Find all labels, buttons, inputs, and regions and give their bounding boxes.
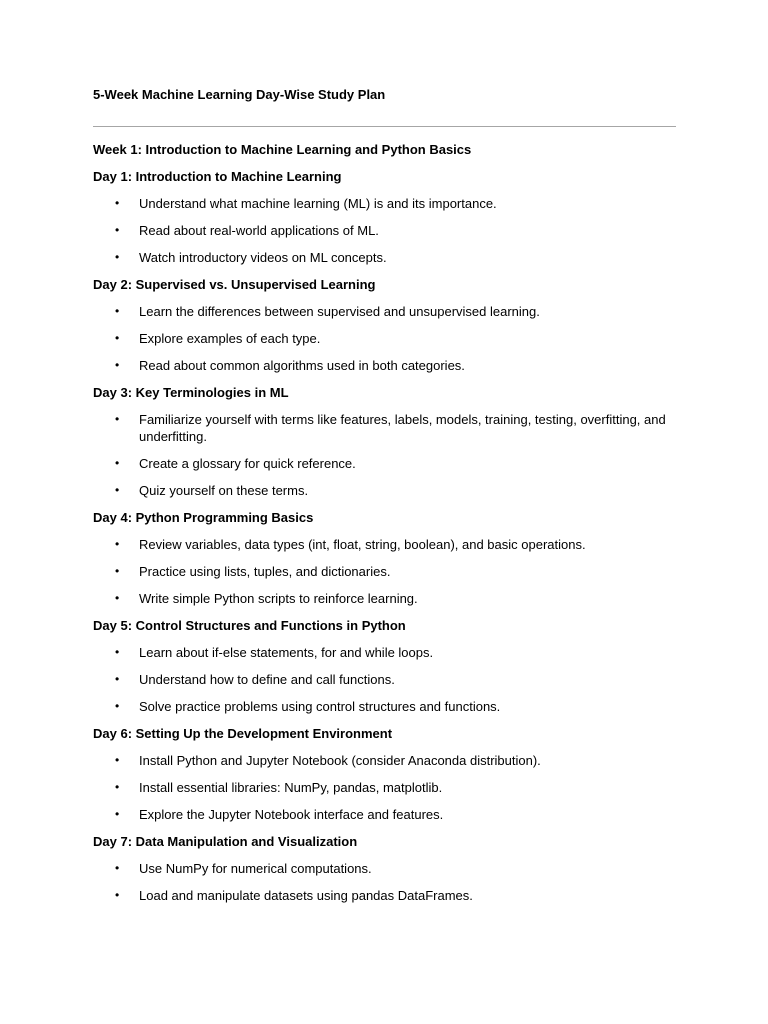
list-item: [93, 249, 676, 266]
list-item-text: Explore the Jupyter Notebook interface and features.: [139, 807, 444, 822]
list-item-text: Write simple Python scripts to reinforce learning.: [139, 591, 418, 606]
day-heading: Day 7: Data Manipulation and Visualization: [93, 834, 358, 849]
list-item: [93, 671, 676, 688]
list-item-text: Install Python and Jupyter Notebook (consider Anaconda distribution).: [139, 753, 541, 768]
list-item: [93, 303, 676, 320]
bullet-icon: •: [115, 196, 120, 210]
list-item-text: Read about common algorithms used in both categories.: [139, 358, 465, 373]
document-title: 5-Week Machine Learning Day-Wise Study Plan: [93, 87, 386, 102]
list-item-text: Familiarize yourself with terms like features, labels, models, training, testing, overfitting, and underfitting.: [139, 412, 666, 444]
list-item: [93, 357, 676, 374]
day-section: [93, 168, 676, 266]
bullet-icon: •: [115, 537, 120, 551]
list-item: [93, 411, 676, 445]
task-list: [93, 536, 676, 607]
list-item-text: Understand how to define and call functions.: [139, 672, 395, 687]
bullet-icon: •: [115, 645, 120, 659]
bullet-icon: •: [115, 861, 120, 875]
list-item: [93, 563, 676, 580]
bullet-icon: •: [115, 807, 120, 821]
list-item-text: Use NumPy for numerical computations.: [139, 861, 372, 876]
list-item-text: Install essential libraries: NumPy, pandas, matplotlib.: [139, 780, 443, 795]
list-item-text: Read about real-world applications of ML.: [139, 223, 379, 238]
bullet-icon: •: [115, 753, 120, 767]
day-section: [93, 725, 676, 823]
list-item: [93, 455, 676, 472]
list-item-text: Review variables, data types (int, float, string, boolean), and basic operations.: [139, 537, 586, 552]
list-item: [93, 644, 676, 661]
document-page: [93, 86, 676, 914]
list-item: [93, 590, 676, 607]
task-list: [93, 644, 676, 715]
list-item: [93, 860, 676, 877]
list-item-text: Create a glossary for quick reference.: [139, 456, 356, 471]
bullet-icon: •: [115, 250, 120, 264]
list-item: [93, 698, 676, 715]
list-item: [93, 752, 676, 769]
day-heading: Day 4: Python Programming Basics: [93, 510, 314, 525]
day-heading: Day 6: Setting Up the Development Environment: [93, 726, 393, 741]
bullet-icon: •: [115, 456, 120, 470]
list-item-text: Learn about if-else statements, for and while loops.: [139, 645, 434, 660]
day-section: [93, 833, 676, 904]
list-item: [93, 779, 676, 796]
day-heading: Day 3: Key Terminologies in ML: [93, 385, 289, 400]
bullet-icon: •: [115, 780, 120, 794]
task-list: [93, 303, 676, 374]
day-section: [93, 509, 676, 607]
horizontal-rule: [93, 126, 676, 127]
bullet-icon: •: [115, 591, 120, 605]
bullet-icon: •: [115, 412, 120, 426]
list-item: [93, 222, 676, 239]
list-item-text: Understand what machine learning (ML) is and its importance.: [139, 196, 497, 211]
day-section: [93, 384, 676, 499]
day-heading: Day 2: Supervised vs. Unsupervised Learning: [93, 277, 376, 292]
bullet-icon: •: [115, 888, 120, 902]
bullet-icon: •: [115, 483, 120, 497]
bullet-icon: •: [115, 699, 120, 713]
bullet-icon: •: [115, 358, 120, 372]
task-list: [93, 860, 676, 904]
days-list: [93, 168, 676, 904]
list-item: [93, 482, 676, 499]
task-list: [93, 752, 676, 823]
list-item: [93, 887, 676, 904]
list-item-text: Learn the differences between supervised and unsupervised learning.: [139, 304, 540, 319]
bullet-icon: •: [115, 223, 120, 237]
list-item-text: Explore examples of each type.: [139, 331, 321, 346]
day-heading: Day 5: Control Structures and Functions in Python: [93, 618, 406, 633]
day-section: [93, 617, 676, 715]
day-section: [93, 276, 676, 374]
list-item-text: Quiz yourself on these terms.: [139, 483, 309, 498]
list-item-text: Load and manipulate datasets using pandas DataFrames.: [139, 888, 473, 903]
list-item: [93, 330, 676, 347]
day-heading: Day 1: Introduction to Machine Learning: [93, 169, 342, 184]
list-item: [93, 806, 676, 823]
week-heading: Week 1: Introduction to Machine Learning and Python Basics: [93, 142, 472, 157]
list-item-text: Practice using lists, tuples, and dictionaries.: [139, 564, 391, 579]
list-item: [93, 195, 676, 212]
bullet-icon: •: [115, 672, 120, 686]
list-item-text: Solve practice problems using control structures and functions.: [139, 699, 501, 714]
list-item: [93, 536, 676, 553]
bullet-icon: •: [115, 331, 120, 345]
task-list: [93, 195, 676, 266]
bullet-icon: •: [115, 564, 120, 578]
task-list: [93, 411, 676, 499]
list-item-text: Watch introductory videos on ML concepts.: [139, 250, 387, 265]
bullet-icon: •: [115, 304, 120, 318]
